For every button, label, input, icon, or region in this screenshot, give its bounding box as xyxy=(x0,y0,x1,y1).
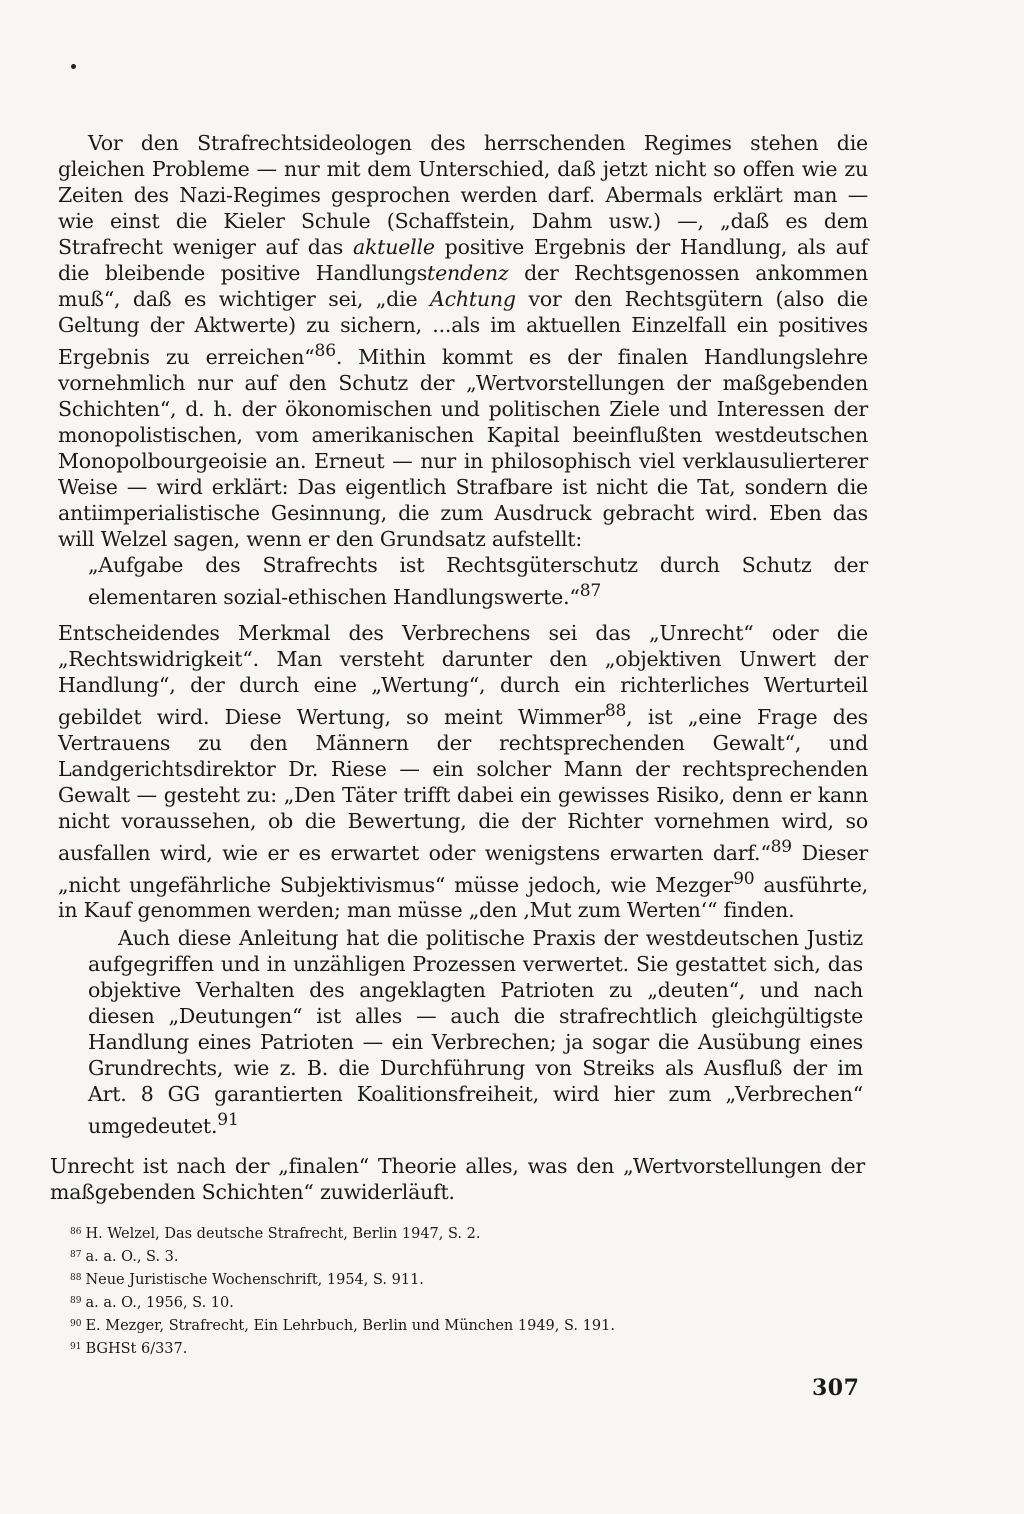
footnote-text: a. a. O., 1956, S. 10. xyxy=(85,1295,234,1311)
text-run: Unrecht ist nach der „finalen“ Theorie alles, was den „Wertvorstellungen der maßgebenden Schichten“ zuwiderläuft. xyxy=(50,1154,865,1204)
text-run: Vor den Strafrechtsideologen des herrschenden Regimes stehen die gleichen Probleme — nur mit dem Unterschied, daß jetzt nicht so offen wie zu Zeiten des Nazi-Regimes gesprochen werden darf. Abermals erklärt man — wie einst die Kieler Schule (Schaffstein, Dahm usw.) —, „daß es dem Strafrecht weniger auf das xyxy=(58,131,868,259)
text-run: . Mithin kommt es der finalen Handlungslehre vornehmlich nur auf den Schutz der „Wertvorstellungen der maßgebenden Schichten“, d. h. der ökonomischen und politischen Ziele und Interessen der monopolistischen, vom amerikanischen Kapital beeinflußten westdeutschen Monopolbourgeoisie an. Erneut — nur in philosophisch viel verklausulierterer Weise — wird erklärt: Das eigentlich Strafbare ist nicht die Tat, sondern die antiimperialistische Gesinnung, die zum Ausdruck gebracht wird. Eben das will Welzel sagen, wenn er den Grundsatz aufstellt: xyxy=(58,344,868,551)
footnote-number: 91 xyxy=(70,1342,82,1352)
footnote-text: a. a. O., S. 3. xyxy=(85,1249,179,1265)
text-run: vor den Rechtsgütern (also die Geltung der Aktwerte) zu sichern, ...als im aktuellen Einzelfall ein positives Ergebnis zu erreichen“ xyxy=(58,287,868,369)
text-run: , ist „eine Frage des Vertrauens zu den Männern der rechtsprechenden Gewalt“, und Landgerichtsdirektor Dr. Riese — ein solcher Mann der rechtsprechenden Gewalt — gesteht zu: „Den Täter trifft dabei ein gewisses Risiko, denn er kann nicht voraussehen, ob die Bewertung, die der Richter vornehmen wird, so ausfallen wird, wie er es erwartet oder wenigstens erwarten darf.“ xyxy=(58,704,868,865)
footnote-ref-88: 88 xyxy=(604,701,627,721)
italic-term: tendenz xyxy=(427,261,509,285)
footnote-text: Neue Juristische Wochenschrift, 1954, S. 911. xyxy=(85,1272,424,1288)
paragraph-welzel xyxy=(58,130,868,610)
footnote xyxy=(70,1314,770,1337)
stray-dot-mark xyxy=(71,64,76,69)
footnote-number: 89 xyxy=(70,1296,82,1306)
paragraph-anleitung xyxy=(88,925,863,1139)
text-run: Entscheidendes Merkmal des Verbrechens sei das „Unrecht“ oder die „Rechtswidrigkeit“. Man versteht darunter den „objektiven Unwert der Handlung“, der durch eine „Wertung“, durch ein richterliches Werturteil gebildet wird. Diese Wertung, so meint Wimmer xyxy=(58,621,868,729)
body-paragraph xyxy=(58,620,868,923)
paragraph-unrecht xyxy=(58,620,868,923)
footnote-ref-86: 86 xyxy=(314,341,336,361)
footnote-number: 90 xyxy=(70,1319,82,1329)
quote-text: „Aufgabe des Strafrechts ist Rechtsgüterschutz durch Schutz der elementaren sozial-ethischen Handlungswerte.“ xyxy=(88,552,868,609)
body-paragraph xyxy=(88,925,863,1139)
footnote-number: 88 xyxy=(70,1273,82,1283)
footnote-text: BGHSt 6/337. xyxy=(85,1341,188,1357)
footnote-number: 87 xyxy=(70,1250,82,1260)
text-run: Dieser „nicht ungefährliche Subjektivismus“ müsse jedoch, wie Mezger xyxy=(58,840,868,897)
footnote-number: 86 xyxy=(70,1227,82,1237)
block-quote xyxy=(88,552,868,610)
paragraph-final-theory xyxy=(50,1153,865,1205)
italic-term: aktuelle xyxy=(352,235,435,259)
text-run: positive Ergebnis der Handlung, als auf die bleibende positive Handlungs xyxy=(58,235,868,285)
footnotes xyxy=(70,1222,770,1360)
footnote-ref-90: 90 xyxy=(733,868,755,889)
footnote xyxy=(70,1245,770,1268)
body-paragraph xyxy=(58,130,868,552)
text-run: ausführte, in Kauf genommen werden; man müsse „den ‚Mut zum Werten‘“ finden. xyxy=(58,872,868,923)
footnote xyxy=(70,1337,770,1360)
footnote-ref-91: 91 xyxy=(217,1110,239,1130)
footnote-ref-87: 87 xyxy=(579,580,602,601)
body-paragraph xyxy=(50,1153,865,1205)
text-run: Auch diese Anleitung hat die politische Praxis der westdeutschen Justiz aufgegriffen und in unzähligen Prozessen verwertet. Sie gestattet sich, das objektive Verhalten des angeklagten Patrioten zu „deuten“, und nach diesen „Deutungen“ ist alles — auch die strafrechtlich gleichgültigste Handlung eines Patrioten — ein Verbrechen; ja sogar die Ausübung eines Grundrechts, wie z. B. die Durchführung von Streiks als Ausfluß der im Art. 8 GG garantierten Koalitionsfreiheit, wird hier zum „Verbrechen“ umgedeutet. xyxy=(88,926,863,1138)
page-number: 307 xyxy=(812,1375,860,1401)
footnote-text: E. Mezger, Strafrecht, Ein Lehrbuch, Berlin und München 1949, S. 191. xyxy=(85,1318,615,1334)
text-run: der Rechtsgenossen ankommen muß“, daß es wichtiger sei, „die xyxy=(58,261,868,311)
footnote xyxy=(70,1268,770,1291)
footnote xyxy=(70,1291,770,1314)
footnote xyxy=(70,1222,770,1245)
italic-term: Achtung xyxy=(430,287,516,311)
footnote-text: H. Welzel, Das deutsche Strafrecht, Berlin 1947, S. 2. xyxy=(85,1226,481,1242)
footnote-ref-89: 89 xyxy=(770,836,792,857)
